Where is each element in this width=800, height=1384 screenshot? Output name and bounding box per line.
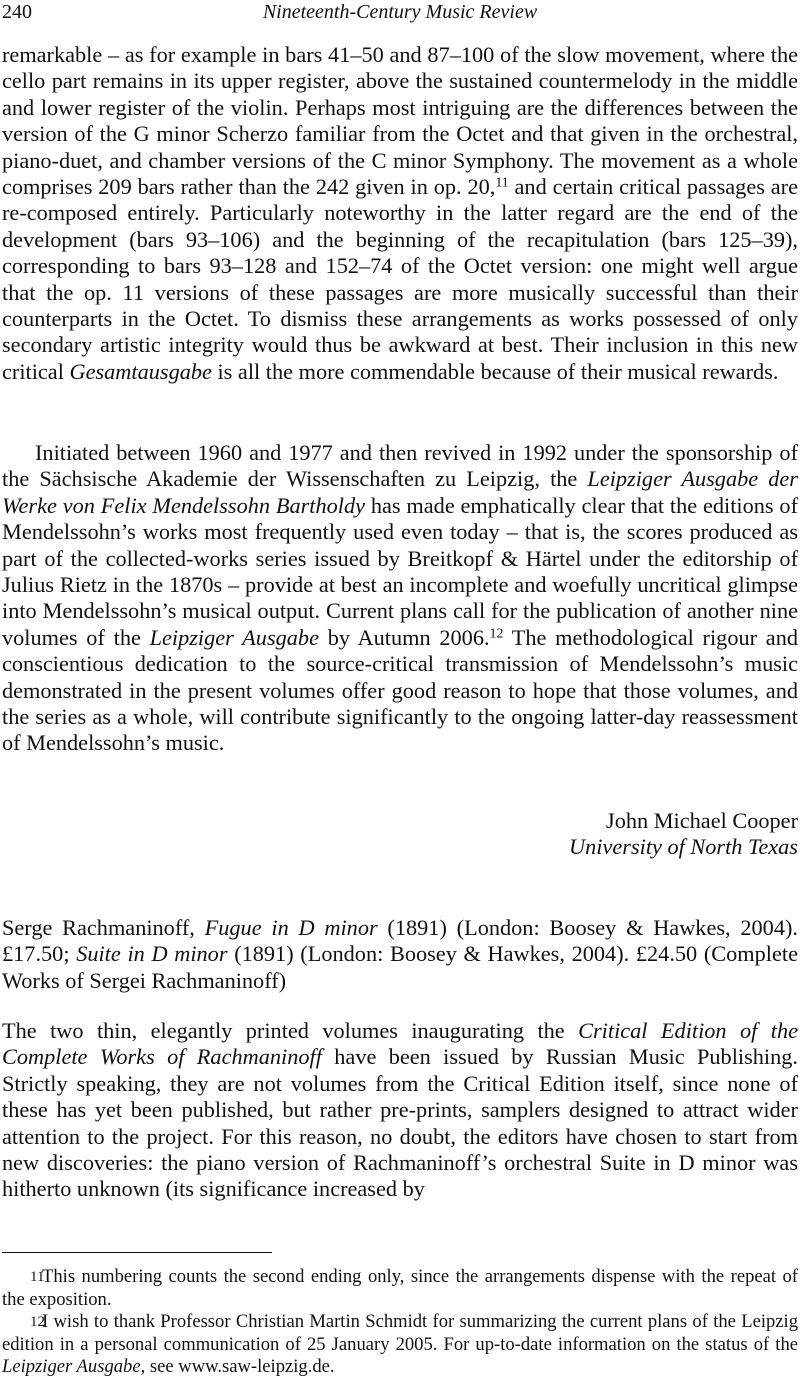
footnote-number: 12 [30, 1314, 45, 1330]
footnote-number: 11 [30, 1269, 45, 1285]
text-run: and certain critical passages are re-composed entirely. Particularly noteworthy in the latter regard are the end of the development (bars 93–106) and the beginning of the recapitulation (bars 125–39), corresponding to bars 93–128 and 152–74 of the Octet version: one might well argue that the op. 11 versions of these passages are more musically successful than their counterparts in the Octet. To dismiss these arrangements as works possessed of only secondary artistic integrity would thus be awkward at best. Their inclusion in this new critical [2, 174, 798, 384]
text-run: by Autumn 2006. [318, 624, 490, 650]
body-paragraph-1 [2, 42, 798, 385]
footnote-divider [2, 1252, 272, 1253]
footnote-text: I wish to thank Professor Christian Martin Schmidt for summarizing the current plans of the Leipzig edition in a personal communication of 25 January 2005. For up-to-date information on the status of the [2, 1311, 798, 1355]
reviewer-affiliation: University of North Texas [569, 834, 798, 859]
body-paragraph-2 [2, 440, 798, 757]
italic-title: Critical Edition of the Complete Works of Rachmaninoff [2, 1018, 798, 1070]
footnote-12 [2, 1311, 798, 1379]
review-heading [2, 915, 798, 994]
running-head [2, 0, 798, 26]
journal-title: Nineteenth-Century Music Review [262, 1, 538, 23]
footnote-text: , see www.saw-leipzig.de. [140, 1356, 335, 1378]
text-run: has made emphatically clear that the editions of Mendelssohn’s works most frequently used even today – that is, the scores produced as part of the collected-works series issued by Breitkopf & Härtel under the editorship of Julius Rietz in the 1870s – provide at best an incomplete and woefully uncritical glimpse into Mendelssohn’s musical output. Current plans call for the publication of another nine volumes of the [2, 492, 798, 650]
italic-title: Leipziger Ausgabe der Werke von Felix Mendelssohn Bartholdy [2, 466, 798, 518]
text-run: is all the more commendable because of their musical rewards. [211, 358, 779, 384]
italic-title: Leipziger Ausgabe [2, 1356, 141, 1378]
text-run: (1891) (London: Boosey & Hawkes, 2004). £17.50; [2, 915, 798, 967]
italic-title: Leipziger Ausgabe [149, 624, 319, 650]
text-run: remarkable – as for example in bars 41–50 and 87–100 of the slow movement, where the cello part remains in its upper register, above the sustained countermelody in the middle and lower register of the violin. Perhaps most intriguing are the differences between the version of the G minor Scherzo familiar from the Octet and that given in the orchestral, piano-duet, and chamber versions of the C minor Symphony. The movement as a whole comprises 209 bars rather than the 242 given in op. 20, [2, 42, 798, 200]
italic-title: Gesamtausgabe [69, 358, 212, 384]
body-paragraph-3 [2, 1018, 798, 1203]
footnote-11 [2, 1266, 798, 1311]
text-run: The two thin, elegantly printed volumes inaugurating the [2, 1018, 579, 1043]
footnote-text: This numbering counts the second ending only, since the arrangements dispense with the repeat of the exposition. [2, 1266, 798, 1310]
text-run: (1891) (London: Boosey & Hawkes, 2004). £24.50 (Complete Works of Sergei Rachmaninoff) [2, 941, 798, 993]
footnote-ref-12: 12 [489, 625, 504, 641]
text-run: The methodological rigour and conscientious dedication to the source-critical transmission of Mendelssohn’s music demonstrated in the present volumes offer good reason to hope that those volumes, and the series as a whole, will contribute significantly to the ongoing latter-day reassessment of Mendelssohn’s music. [2, 624, 798, 756]
footnote-ref-11: 11 [495, 174, 509, 190]
italic-title: Fugue in D minor [204, 915, 378, 940]
page-number: 240 [2, 1, 32, 23]
reviewer-name: John Michael Cooper [606, 808, 798, 833]
italic-title: Suite in D minor [76, 941, 228, 967]
text-run: have been issued by Russian Music Publishing. Strictly speaking, they are not volumes from the Critical Edition itself, since none of these has yet been published, but rather pre-prints, samplers designed to attract wider attention to the project. For this reason, no doubt, the editors have chosen to start from new discoveries: the piano version of Rachmaninoff’s orchestral Suite in D minor was hitherto unknown (its significance increased by [2, 1044, 798, 1202]
text-run: Serge Rachmaninoff, [2, 915, 205, 940]
text-run: Initiated between 1960 and 1977 and then revived in 1992 under the sponsorship of the Sächsische Akademie der Wissenschaften zu Leipzig, the [2, 440, 798, 492]
